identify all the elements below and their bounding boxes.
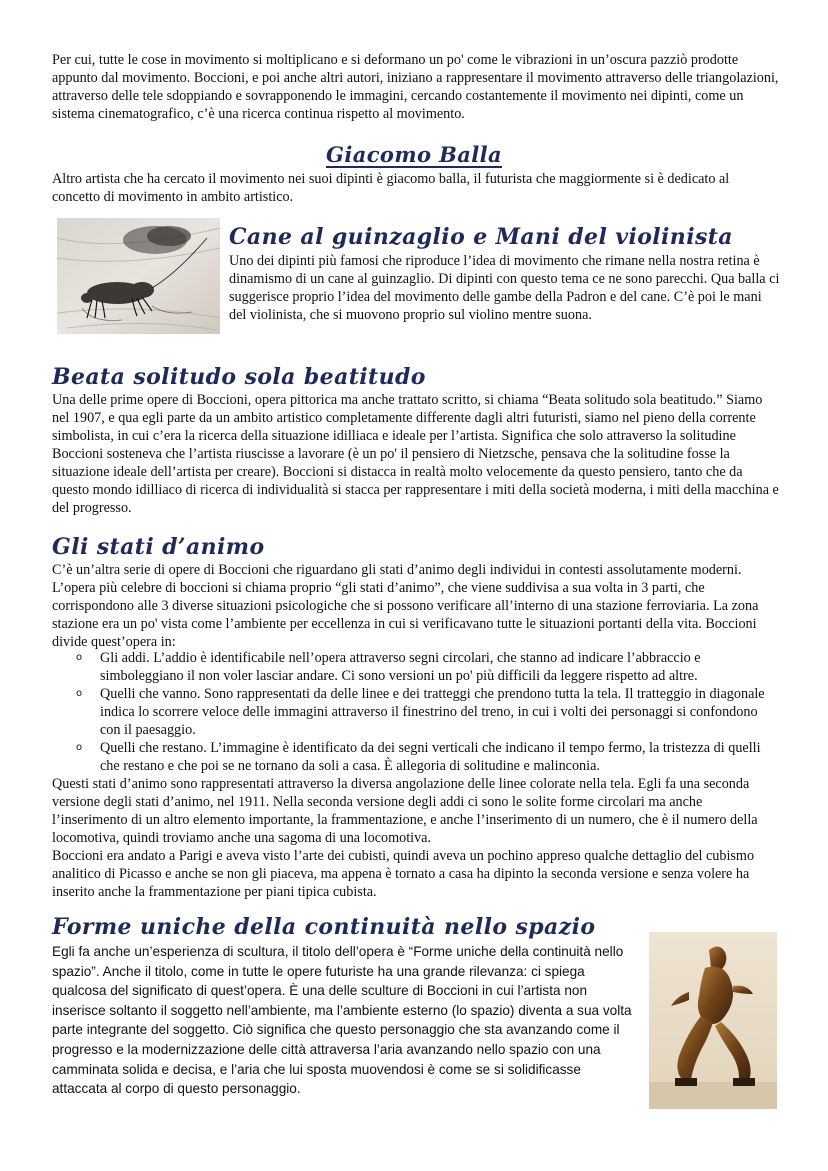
forme-paragraph: Egli fa anche un’esperienza di scultura, il titolo dell’opera è “Forme uniche della continuità nello spazio”. Anche il titolo, come in tutte le opere futuriste ha una grande rilevanza: ci spiega qualcosa del significato di quest’opera. È una delle sculture di Boccioni in cui l’artista non inserisce soltanto il soggetto nell’ambiente, ma l’ambiente esterno (lo spazio) diventa a sua volta parte integrante del soggetto. Ciò significa che questo personaggio che sta avanzando come il progresso e la modernizzazione delle città attraversa l’aria avanzando nello spazio con una camminata solida e decisa, e l’aria che lui sposta muovendosi è come se si solidificasse attaccata al corpo di questo personaggio. — [52, 944, 632, 1097]
bullet-icon: o — [76, 688, 83, 699]
intro-paragraph: Per cui, tutte le cose in movimento si moltiplicano e si deformano un po' come le vibrazioni in un’oscura pazziò prodotte appunto dal movimento. Boccioni, e poi anche altri autori, iniziano a rappresentare il movimento attraverso delle triangolazioni, attraverso delle tele sdoppiando e sovrapponendo le immagini, cercando costantemente il movimento nei dipinti, come un sistema cinematografico, c’è una ricerca continua rispetto al movimento. — [52, 52, 779, 122]
list-item-text: Quelli che restano. L’immagine è identificato da dei segni verticali che indicano il tempo fermo, la tristezza di quelli che restano e che poi se ne tornano da soli a casa. È allegoria di solitudine e malinconia. — [100, 740, 761, 774]
sculpture-image — [649, 932, 777, 1109]
list-item-text: Gli addi. L’addio è identificabile nell’opera attraverso segni circolari, che stanno ad indicare l’abbraccio e simboleggiano il non voler lasciar andare. Ci sono versioni un po' più difficili da leggere rispetto ad altre. — [100, 650, 701, 684]
heading-giacomo-balla: Giacomo Balla — [326, 142, 502, 167]
bullet-icon: o — [76, 742, 83, 753]
stati-after-paragraph-2: Boccioni era andato a Parigi e aveva visto l’arte dei cubisti, quindi aveva un pochino appreso qualche dettaglio del cubismo analitico di Picasso e anche se non gli piaceva, ma appena è tornato a casa ha dipinto la seconda versione e senza volere ha inserito anche la frammentazione per piani tipica cubista. — [52, 848, 755, 900]
stati-list — [52, 649, 780, 775]
stati-after-paragraphs — [52, 775, 780, 901]
list-item — [52, 739, 780, 775]
stati-paragraph: C’è un’altra serie di opere di Boccioni che riguardano gli stati d’animo degli individui in contesti assolutamente moderni. L’opera più celebre di boccioni si chiama proprio “gli stati d’animo”, che viene suddivisa a sua volta in 3 parti, che corrispondono alle 3 diverse situazioni psicologiche che si possono verificare all’interno di una stazione ferroviaria. La zona stazione era un po' vista come l’ambiente per eccellenza in cui si verificavano tutte le situazioni portanti della vita. Boccioni divide quest’opera in: — [52, 562, 759, 650]
stati-after-paragraph-1: Questi stati d’animo sono rappresentati attraverso la diversa angolazione delle linee colorate nella tela. Egli fa una seconda versione degli stati d’animo, nel 1911. Nella seconda versione degli addi ci sono le solite forme circolari ma anche l’inserimento di un altro elemento importante, la frammentazione, e anche l’inserimento di un numero, che è il numero della locomotiva, quindi troviamo anche una sagoma di una locomotiva. — [52, 776, 758, 846]
dog-on-leash-painting-image — [57, 218, 220, 334]
list-item — [52, 685, 780, 739]
heading-beata-solitudo: Beata solitudo sola beatitudo — [52, 364, 426, 390]
balla-paragraph: Altro artista che ha cercato il movimento nei suoi dipinti è giacomo balla, il futurista che maggiormente si è dedicato al concetto di movimento in ambito artistico. — [52, 171, 730, 205]
list-item-text: Quelli che vanno. Sono rappresentati da delle linee e dei tratteggi che prendono tutta la tela. Il tratteggio in diagonale indica lo scorrere veloce delle immagini attraverso il finestrino del treno, in cui i volti dei personaggi si confondono con il paesaggio. — [100, 686, 765, 738]
heading-stati-d-animo: Gli stati d’animo — [52, 534, 265, 560]
bullet-icon: o — [76, 652, 83, 663]
heading-cane-al-guinzaglio: Cane al guinzaglio e Mani del violinista — [229, 224, 733, 250]
heading-forme-uniche: Forme uniche della continuità nello spazio — [52, 914, 596, 940]
cane-paragraph: Uno dei dipinti più famosi che riproduce l’idea di movimento che rimane nella nostra retina è dinamismo di un cane al guinzaglio. Di dipinti con questo tema ce ne sono parecchi. Qua balla ci suggerisce proprio l’idea del movimento delle gambe della Padron e del cane. C’è poi le mani del violinista, che si muovono proprio sul violino mentre suona. — [229, 253, 780, 323]
beata-paragraph: Una delle prime opere di Boccioni, opera pittorica ma anche trattato scritto, si chiama “Beata solitudo sola beatitudo.” Siamo nel 1907, e qua egli parte da un ambito artistico completamente differente dagli altri futuristi, siamo nel pieno della corrente simbolista, in cui c’era la ricerca della situazione idilliaca e ideale per l’artista. Significa che solo attraverso la solitudine Boccioni sosteneva che l’artista riuscisse a lavorare (è un po' il pensiero di Nietzsche, pensava che la solitudine fosse la situazione ideale dell’artista per creare). Boccioni si distacca in realtà molto velocemente da questo pensiero, tanto che da questo mondo idilliaco di ricerca di individualità si stacca per rappresentare i miti della società moderna, i miti della macchina e del progresso. — [52, 392, 779, 516]
list-item — [52, 649, 780, 685]
